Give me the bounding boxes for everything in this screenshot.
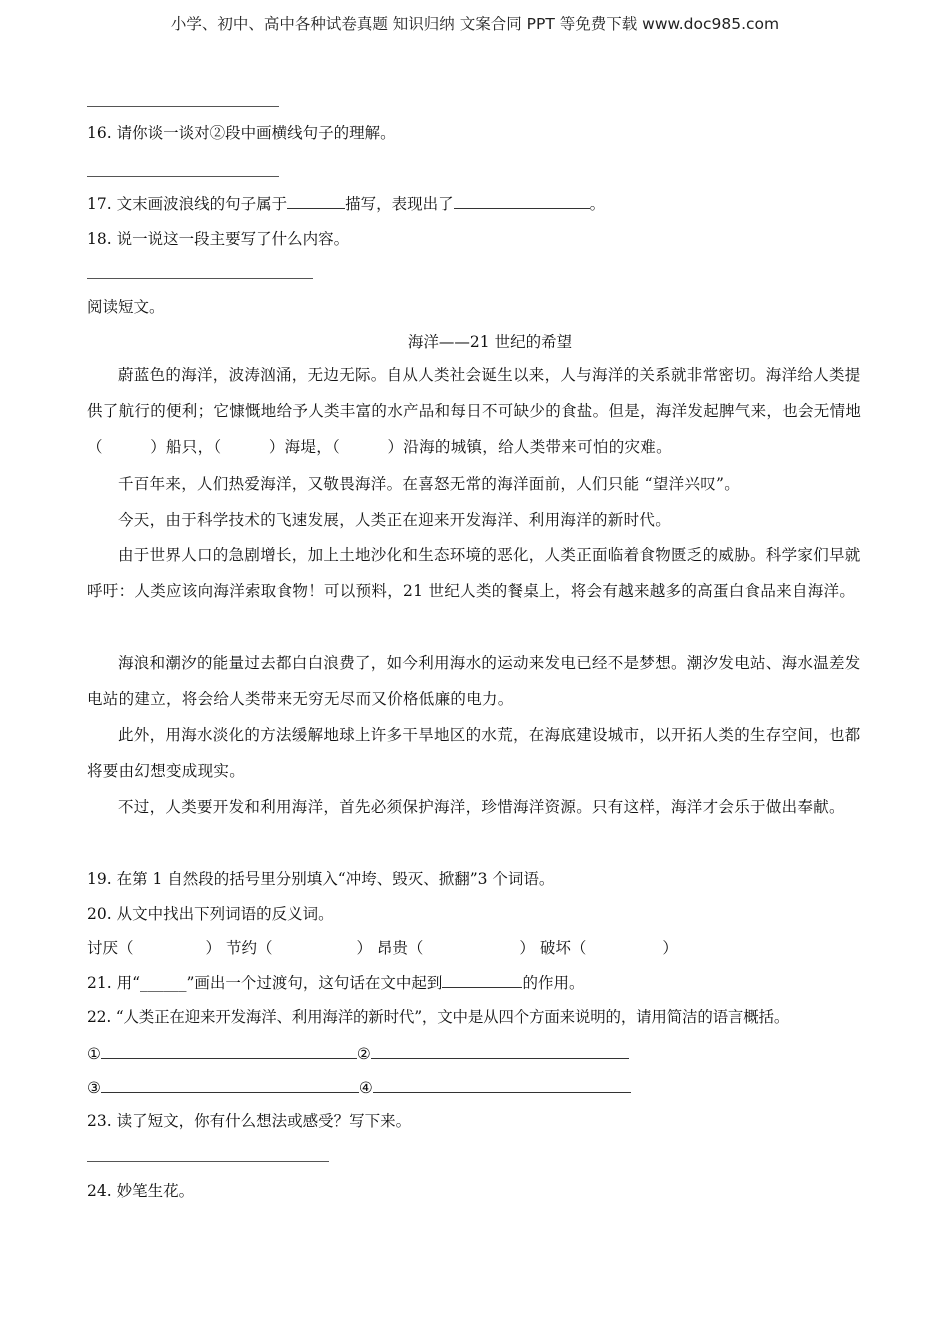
question-20: 20. 从文中找出下列词语的反义词。 xyxy=(87,905,334,923)
question-24: 24. 妙笔生花。 xyxy=(87,1182,195,1200)
circled-number: ④ xyxy=(358,1079,373,1097)
article-paragraph: 不过，人类要开发和利用海洋，首先必须保护海洋，珍惜海洋资源。只有这样，海洋才会乐于做出奉献。 xyxy=(118,798,845,816)
question-19: 19. 在第 1 自然段的括号里分别填入“冲垮、毁灭、掀翻”3 个词语。 xyxy=(87,870,555,888)
question-21 xyxy=(87,971,584,994)
answer-line xyxy=(87,106,279,107)
answer-blank[interactable] xyxy=(371,1042,629,1059)
question-23: 23. 读了短文，你有什么想法或感受？写下来。 xyxy=(87,1112,412,1130)
answer-line xyxy=(87,176,279,177)
question-22-answers-row xyxy=(87,1076,631,1099)
question-16: 16. 请你谈一谈对②段中画横线句子的理解。 xyxy=(87,124,396,142)
question-21-text-a: 21. 用“______”画出一个过渡句，这句话在文中起到 xyxy=(87,974,443,992)
article-title: 海洋——21 世纪的希望 xyxy=(407,333,573,351)
question-21-text-b: 的作用。 xyxy=(522,974,585,992)
antonym-item: ） 节约（ xyxy=(205,939,273,957)
article-paragraph: 千百年来，人们热爱海洋，又敬畏海洋。在喜怒无常的海洋面前，人们只能 “望洋兴叹”。 xyxy=(118,475,741,493)
question-17-text-a: 17. 文末画波浪线的句子属于 xyxy=(87,195,288,213)
antonym-item: 讨厌（ xyxy=(87,939,134,957)
answer-blank[interactable] xyxy=(373,1076,631,1093)
answer-line xyxy=(87,278,313,279)
reading-intro: 阅读短文。 xyxy=(87,298,165,316)
question-17-text-b: 描写，表现出了 xyxy=(345,195,454,213)
question-17 xyxy=(87,192,605,215)
question-20-words xyxy=(87,937,678,959)
circled-number: ③ xyxy=(87,1079,101,1097)
question-18: 18. 说一说这一段主要写了什么内容。 xyxy=(87,230,350,248)
question-22: 22. “人类正在迎来开发海洋、利用海洋的新时代”，文中是从四个方面来说明的，请用简洁的语言概括。 xyxy=(87,1008,790,1026)
antonym-item: ） 昂贵（ xyxy=(356,939,424,957)
article-paragraph: 蔚蓝色的海洋，波涛汹涌，无边无际。自从人类社会诞生以来，人与海洋的关系就非常密切。海洋给人类提供了航行的便利；它慷慨地给予人类丰富的水产品和每日不可缺少的食盐。但是，海洋发起脾气来，也会无情地（ ）船只，（ ）海堤，（ ）沿海的城镇，给人类带来可怕的灾难。 xyxy=(87,366,862,456)
circled-number: ① xyxy=(87,1045,101,1063)
article-paragraph: 海浪和潮汐的能量过去都白白浪费了，如今利用海水的运动来发电已经不是梦想。潮汐发电站、海水温差发电站的建立，将会给人类带来无穷无尽而又价格低廉的电力。 xyxy=(87,654,861,708)
answer-blank[interactable] xyxy=(101,1042,357,1059)
article-paragraph: 由于世界人口的急剧增长，加上土地沙化和生态环境的恶化，人类正面临着食物匮乏的威胁。科学家们早就呼吁：人类应该向海洋索取食物！可以预料，21 世纪人类的餐桌上，将会有越来越多的高蛋白食品来自海洋。 xyxy=(87,546,861,600)
page-header: 小学、初中、高中各种试卷真题 知识归纳 文案合同 PPT 等免费下载 www.doc985.com xyxy=(170,15,780,33)
antonym-item: ） xyxy=(662,939,678,957)
answer-blank[interactable] xyxy=(454,192,590,209)
question-17-text-c: 。 xyxy=(589,195,606,213)
answer-line xyxy=(87,1161,329,1162)
answer-blank[interactable] xyxy=(442,971,522,988)
answer-blank[interactable] xyxy=(101,1076,359,1093)
article-paragraph: 此外，用海水淡化的方法缓解地球上许多干旱地区的水荒，在海底建设城市，以开拓人类的生存空间，也都将要由幻想变成现实。 xyxy=(87,726,861,780)
antonym-item: ） 破坏（ xyxy=(519,939,587,957)
article-paragraph: 今天，由于科学技术的飞速发展，人类正在迎来开发海洋、利用海洋的新时代。 xyxy=(118,511,672,529)
answer-blank[interactable] xyxy=(287,192,345,209)
question-22-answers-row xyxy=(87,1042,629,1065)
circled-number: ② xyxy=(356,1045,371,1063)
